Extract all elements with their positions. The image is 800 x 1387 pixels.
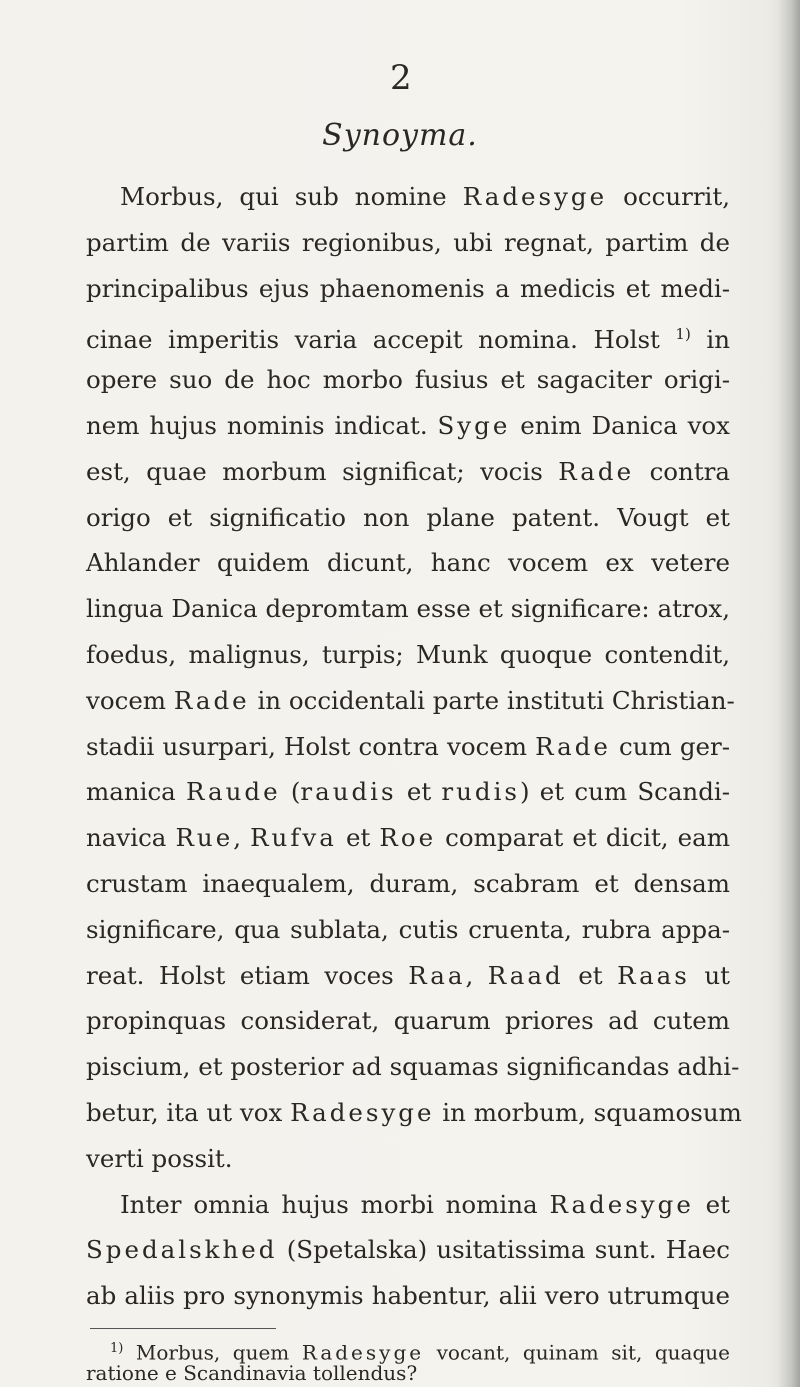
- footnote-line: $^{1)}$ Morbus, quem Radesyge vocant, quinam sit, quaque: [110, 1340, 730, 1365]
- text-line: ab aliis pro synonymis habentur, alii vero utrumque: [86, 1281, 730, 1311]
- text-line: opere suo de hoc morbo fusius et sagaciter origi-: [86, 365, 730, 395]
- text-line: nem hujus nominis indicat. Syge enim Danica vox: [86, 411, 730, 440]
- page-number: 2: [390, 58, 413, 98]
- text-line: significare, qua sublata, cutis cruenta, rubra appa-: [86, 914, 730, 944]
- text-line: foedus, malignus, turpis; Munk quoque contendit,: [86, 640, 730, 669]
- text-line: navica Rue, Rufva et Roe comparat et dicit, eam: [86, 823, 731, 853]
- text-line: Spedalskhed (Spetalska) usitatissima sunt. Haec: [86, 1235, 730, 1265]
- text-line: cinae imperitis varia accepit nomina. Holst $^{1)}$ in: [86, 325, 730, 355]
- text-line: Inter omnia hujus morbi nomina Radesyge et: [120, 1189, 730, 1219]
- section-heading: Synoyma.: [322, 118, 478, 153]
- text-line: piscium, et posterior ad squamas significandas adhi-: [86, 1052, 740, 1082]
- text-line: origo et significatio non plane patent. Vougt et: [86, 502, 730, 532]
- text-line: lingua Danica depromtam esse et significare: atrox,: [86, 594, 730, 624]
- footnote-mark: 1): [110, 1341, 124, 1356]
- text-line: manica Raude (raudis et rudis) et cum Scandi-: [86, 777, 731, 807]
- text-line: est, quae morbum significat; vocis Rade contra: [86, 456, 730, 486]
- text-line: Ahlander quidem dicunt, hanc vocem ex vetere: [86, 548, 730, 578]
- text-line: vocem Rade in occidentali parte instituti Christian-: [86, 685, 735, 715]
- page-edge-shadow: [778, 0, 800, 1387]
- text-line: verti possit.: [86, 1143, 233, 1173]
- footnote-line: ratione e Scandinavia tollendus?: [86, 1361, 418, 1385]
- footnote-reference: 1): [675, 325, 691, 344]
- text-line: betur, ita ut vox Radesyge in morbum, squamosum: [86, 1098, 742, 1127]
- text-line: Morbus, qui sub nomine Radesyge occurrit,: [120, 182, 731, 211]
- text-line: principalibus ejus phaenomenis a medicis et medi-: [86, 273, 730, 303]
- text-line: propinquas considerat, quarum priores ad cutem: [86, 1006, 730, 1036]
- text-line: reat. Holst etiam voces Raa, Raad et Raas ut: [86, 960, 730, 990]
- text-line: partim de variis regionibus, ubi regnat, partim de: [86, 227, 730, 257]
- text-line: crustam inaequalem, duram, scabram et densam: [86, 869, 730, 898]
- text-line: stadii usurpari, Holst contra vocem Rade cum ger-: [86, 731, 730, 761]
- footnote-rule: [90, 1328, 276, 1329]
